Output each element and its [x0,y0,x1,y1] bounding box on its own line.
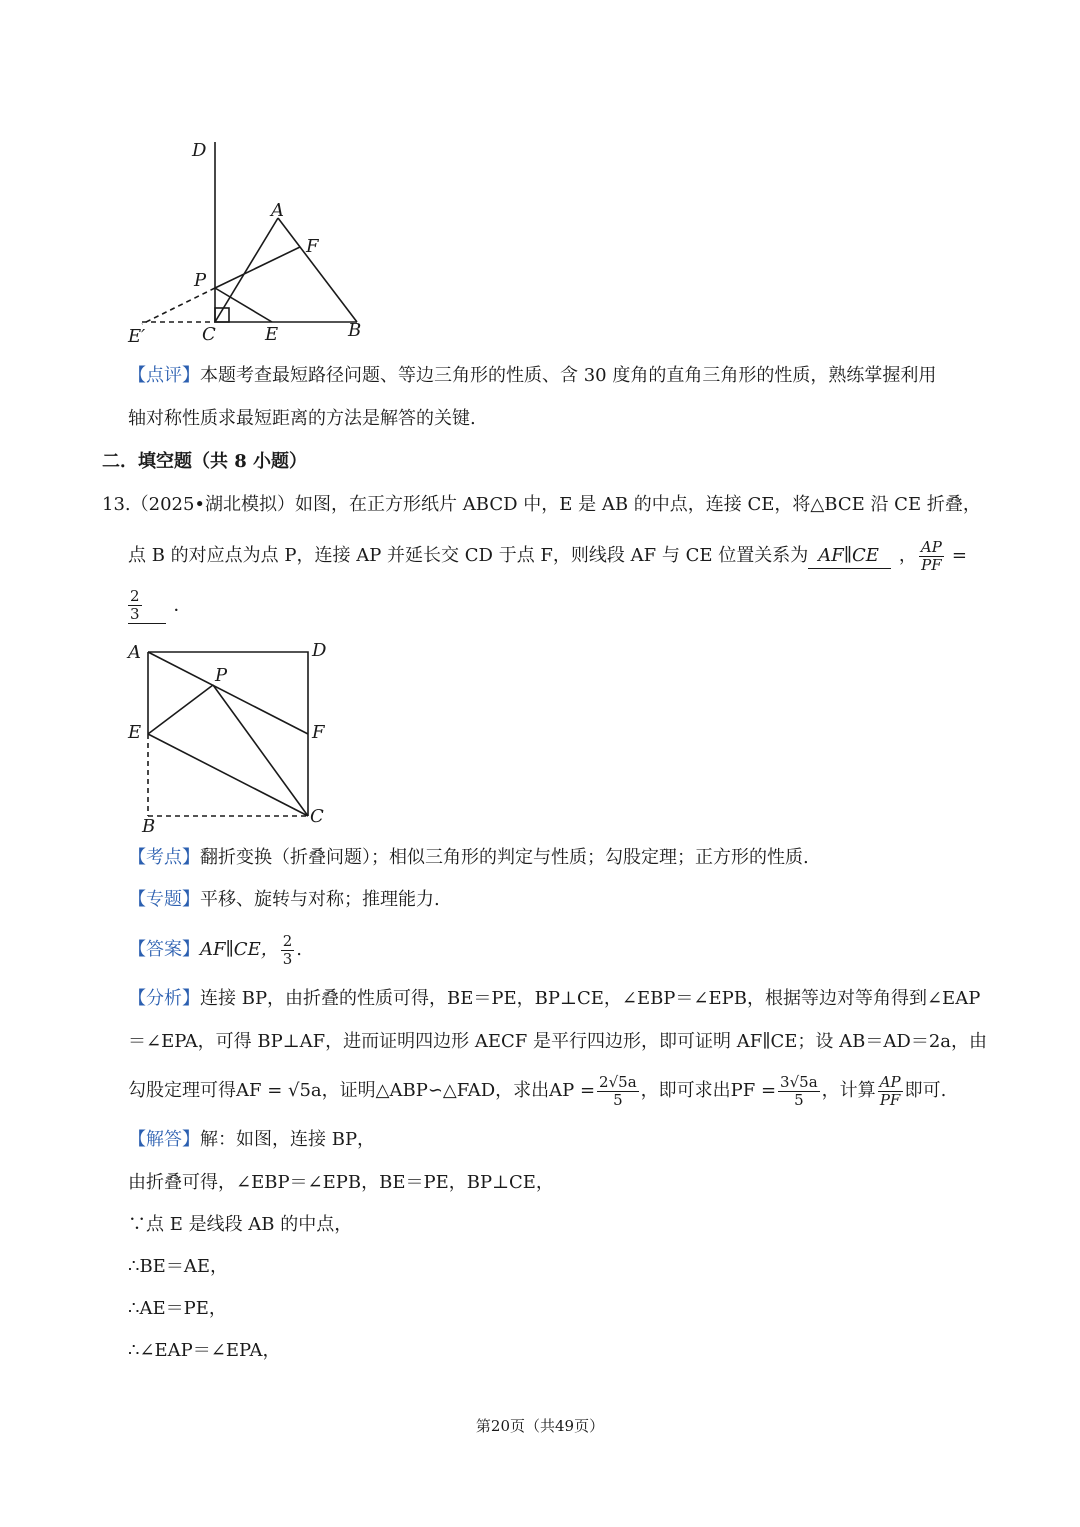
analysis-text-3d: 即可. [904,1080,947,1101]
q13-end: ． [173,595,192,616]
label-F: F [312,722,325,743]
answer-num: 2 [282,931,293,950]
solution-line-6: ∴∠EAP＝∠EPA， [128,1340,281,1361]
solution-line-4: ∴BE＝AE， [128,1256,228,1277]
q13-line-3 [126,588,192,624]
solution-tag: 【解答】 [128,1129,200,1150]
kaodian-text: 翻折变换（折叠问题）；相似三角形的判定与性质；勾股定理；正方形的性质. [200,847,809,868]
analysis-fraction-ratio [878,1074,903,1109]
answer-den: 3 [282,949,293,968]
analysis-text-3b: ，即可求出PF = [640,1080,777,1101]
analysis-fraction-pf [778,1074,820,1109]
label-D: D [312,640,327,661]
label-P: P [215,665,228,686]
label-E: E [265,324,279,345]
q13-answer-num: 2 [130,587,140,605]
q13-line-1: 13.（2025•湖北模拟）如图，在正方形纸片 ABCD 中，E 是 AB 的中点，连接 CE，将△BCE 沿 CE 折叠， [102,494,981,515]
label-A: A [271,200,284,221]
analysis-f3-num: AP [879,1072,901,1091]
analysis-f3-den: PF [879,1090,901,1109]
analysis-f2-num: 3√5a [780,1072,818,1091]
review-line-2 [128,407,476,431]
zhuanti-line [128,888,440,912]
review-tag: 【点评】 [128,365,200,386]
review-text-1: 本题考查最短路径问题、等边三角形的性质、含 30 度角的直角三角形的性质，熟练掌握利用 [200,365,937,386]
label-B: B [142,816,156,836]
q13-ratio-num: AP [920,537,942,556]
kaodian-tag: 【考点】 [128,847,200,868]
solution-line-5: ∴AE＝PE， [128,1298,227,1319]
analysis-text-3c: ，计算 [821,1080,876,1101]
answer-text: AF∥CE， [200,939,279,960]
label-E: E [128,722,142,743]
analysis-tag: 【分析】 [128,988,200,1009]
q13-ratio-den: PF [921,555,942,574]
q13-comma: ， [898,545,917,566]
zhuanti-text: 平移、旋转与对称；推理能力. [200,889,440,910]
solution-text-1: 解：如图，连接 BP， [200,1129,376,1150]
label-B: B [348,320,362,341]
label-P: P [194,270,207,291]
label-D: D [192,140,207,161]
zhuanti-tag: 【专题】 [128,889,200,910]
analysis-f2-den: 5 [794,1090,804,1109]
page-footer: 第20页（共49页） [475,1417,605,1435]
label-A: A [128,642,141,663]
solution-line-2: 由折叠可得，∠EBP＝∠EPB，BE＝PE，BP⊥CE， [128,1172,554,1193]
q13-ratio-fraction [919,539,944,574]
section-title: 二．填空题（共 8 小题） [102,451,308,472]
label-C: C [202,324,216,345]
q13-answer-blank: AF∥CE [808,544,891,569]
q13-equals: = [951,545,967,566]
solution-line-3: ∵点 E 是线段 AB 的中点， [128,1214,353,1235]
review-line-1 [128,364,936,388]
q13-answer-fraction [128,588,166,624]
label-C: C [310,806,324,827]
analysis-f1-den: 5 [613,1090,623,1109]
analysis-line-2: ＝∠EPA，可得 BP⊥AF，进而证明四边形 AECF 是平行四边形，即可证明 AF∥CE；设 AB＝AD＝2a，由 [128,1031,987,1052]
q13-answer-den: 3 [130,605,140,623]
analysis-line-1 [128,987,980,1011]
q13-line-2-text: 点 B 的对应点为点 P，连接 AP 并延长交 CD 于点 F，则线段 AF 与 CE 位置关系为 [128,545,809,566]
figure-triangle-diagram [120,130,380,350]
analysis-line-3 [128,1068,946,1114]
answer-tag: 【答案】 [128,939,200,960]
figure-square-diagram [120,636,340,836]
review-text-2: 轴对称性质求最短距离的方法是解答的关键. [128,408,476,429]
answer-line [128,928,302,972]
label-E-prime: E′ [128,326,146,347]
label-F: F [306,236,319,257]
analysis-f1-num: 2√5a [599,1072,637,1091]
kaodian-line [128,846,809,870]
answer-end: . [296,939,302,960]
analysis-fraction-ap [597,1074,639,1109]
solution-line-1 [128,1128,375,1152]
analysis-text-3a: 勾股定理可得AF = √5a，证明△ABP∽△FAD，求出AP = [128,1080,596,1101]
answer-fraction [281,933,295,968]
q13-line-2 [128,532,967,580]
analysis-text-1: 连接 BP，由折叠的性质可得，BE＝PE，BP⊥CE，∠EBP＝∠EPB，根据等边对等角得到∠EAP [200,988,981,1009]
